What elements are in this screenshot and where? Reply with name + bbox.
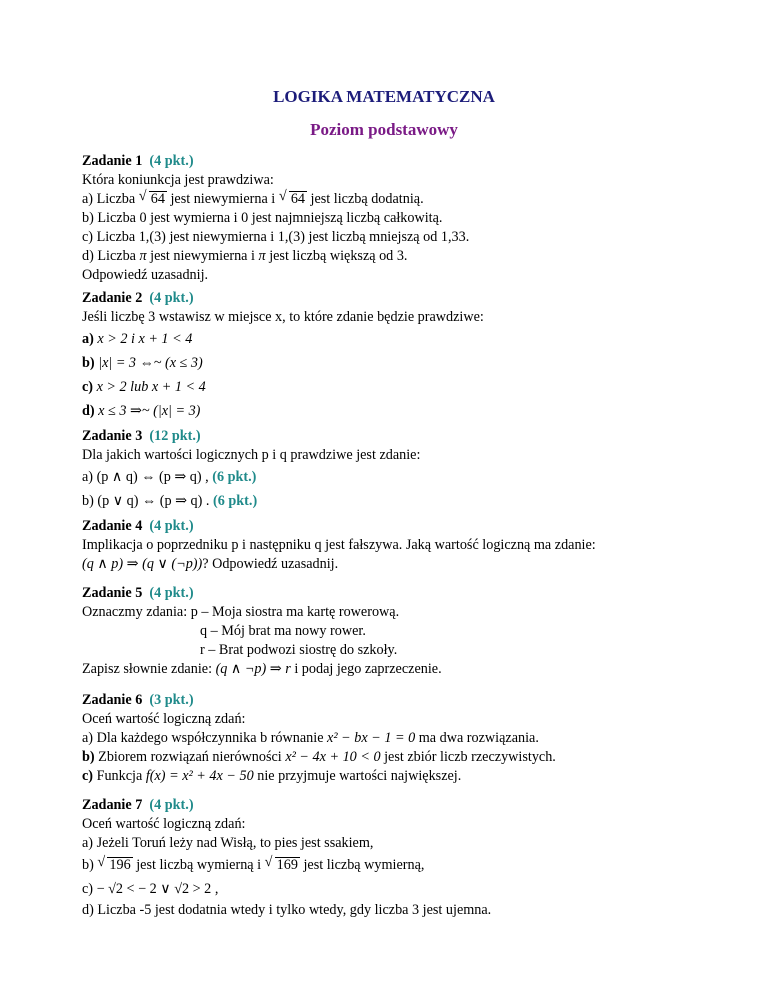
task-4 <box>82 517 692 574</box>
option-b: b) √ 196 jest liczbą wymierną i √ 169 jest liczbą wymierną, <box>82 853 692 877</box>
sqrt-expression: √ 64 <box>289 191 307 207</box>
task-label: Zadanie 1 <box>82 153 143 169</box>
task-intro: Oceń wartość logiczną zdań: <box>82 711 246 727</box>
task-outro: Odpowiedź uzasadnij. <box>82 267 209 283</box>
page-title: LOGIKA MATEMATYCZNA <box>273 87 495 106</box>
sqrt-expression: √ 169 <box>275 857 300 873</box>
task-label: Zadanie 3 <box>82 428 143 444</box>
task-label: Zadanie 6 <box>82 692 143 708</box>
task-5 <box>82 584 692 679</box>
option-a: a) Dla każdego współczynnika b równanie x² − bx − 1 = 0 ma dwa rozwiązania. <box>82 730 539 746</box>
option-d: d) Liczba -5 jest dodatnia wtedy i tylko wtedy, gdy liczba 3 jest ujemna. <box>82 902 492 918</box>
task-label: Zadanie 7 <box>82 797 143 813</box>
sqrt-expression: √ 196 <box>107 857 132 873</box>
task-intro: Dla jakich wartości logicznych p i q prawdziwe jest zdanie: <box>82 447 421 463</box>
option-c: c) x > 2 lub x + 1 < 4 <box>82 379 206 395</box>
option-b: b) Liczba 0 jest wymierna i 0 jest najmniejszą liczbą całkowitą. <box>82 210 443 226</box>
page-subtitle: Poziom podstawowy <box>310 120 458 139</box>
option-c: c) − √2 < − 2 ∨ √2 > 2 , <box>82 881 219 897</box>
task-2 <box>82 289 692 423</box>
task-label: Zadanie 4 <box>82 518 143 534</box>
option-d: d) x ≤ 3 ⇒~ (|x| = 3) <box>82 403 201 419</box>
task-points: (3 pkt.) <box>149 692 194 708</box>
option-b: b) (p ∨ q) ⇔ (p ⇒ q) . (6 pkt.) <box>82 493 258 509</box>
task-intro: Oceń wartość logiczną zdań: <box>82 816 246 832</box>
option-a: a) Jeżeli Toruń leży nad Wisłą, to pies jest ssakiem, <box>82 835 374 851</box>
task-points: (4 pkt.) <box>149 290 194 306</box>
task-6 <box>82 691 692 786</box>
option-b: b) |x| = 3 ⇔~ (x ≤ 3) <box>82 355 203 371</box>
task-label: Zadanie 5 <box>82 585 143 601</box>
task-intro: Która koniunkcja jest prawdziwa: <box>82 172 274 188</box>
task-points: (4 pkt.) <box>149 585 194 601</box>
task-points: (4 pkt.) <box>149 518 194 534</box>
option-a: a) x > 2 i x + 1 < 4 <box>82 331 193 347</box>
task-points: (4 pkt.) <box>149 797 194 813</box>
option-c: c) Liczba 1,(3) jest niewymierna i 1,(3) jest liczbą mniejszą od 1,33. <box>82 229 470 245</box>
option-c: c) Funkcja f(x) = x² + 4x − 50 nie przyjmuje wartości największej. <box>82 768 462 784</box>
task-7 <box>82 796 692 920</box>
sqrt-expression: √ 64 <box>149 191 167 207</box>
task-text: Implikacja o poprzedniku p i następniku q jest fałszywa. Jaką wartość logiczną ma zdanie: <box>82 537 596 553</box>
task-points: (12 pkt.) <box>149 428 201 444</box>
option-a: a) (p ∧ q) ⇔ (p ⇒ q) , (6 pkt.) <box>82 469 257 485</box>
task-text: r – Brat podwozi siostrę do szkoły. <box>200 642 398 658</box>
task-intro: Jeśli liczbę 3 wstawisz w miejsce x, to które zdanie będzie prawdziwe: <box>82 309 484 325</box>
task-text: Zapisz słownie zdanie: (q ∧ ¬p) ⇒ r i podaj jego zaprzeczenie. <box>82 661 442 677</box>
task-3 <box>82 427 692 513</box>
option-a: a) Liczba √ 64 jest niewymierna i √ 64 jest liczbą dodatnią. <box>82 190 692 209</box>
task-text: q – Mój brat ma nowy rower. <box>200 623 366 639</box>
task-points: (4 pkt.) <box>149 153 194 169</box>
task-text: (q ∧ p) ⇒ (q ∨ (¬p))? Odpowiedź uzasadnij. <box>82 556 339 572</box>
task-text: Oznaczmy zdania: p – Moja siostra ma kartę rowerową. <box>82 604 400 620</box>
task-1 <box>82 152 692 285</box>
option-d: d) Liczba π jest niewymierna i π jest liczbą większą od 3. <box>82 248 408 264</box>
option-b: b) Zbiorem rozwiązań nierówności x² − 4x + 10 < 0 jest zbiór liczb rzeczywistych. <box>82 749 556 765</box>
task-label: Zadanie 2 <box>82 290 143 306</box>
